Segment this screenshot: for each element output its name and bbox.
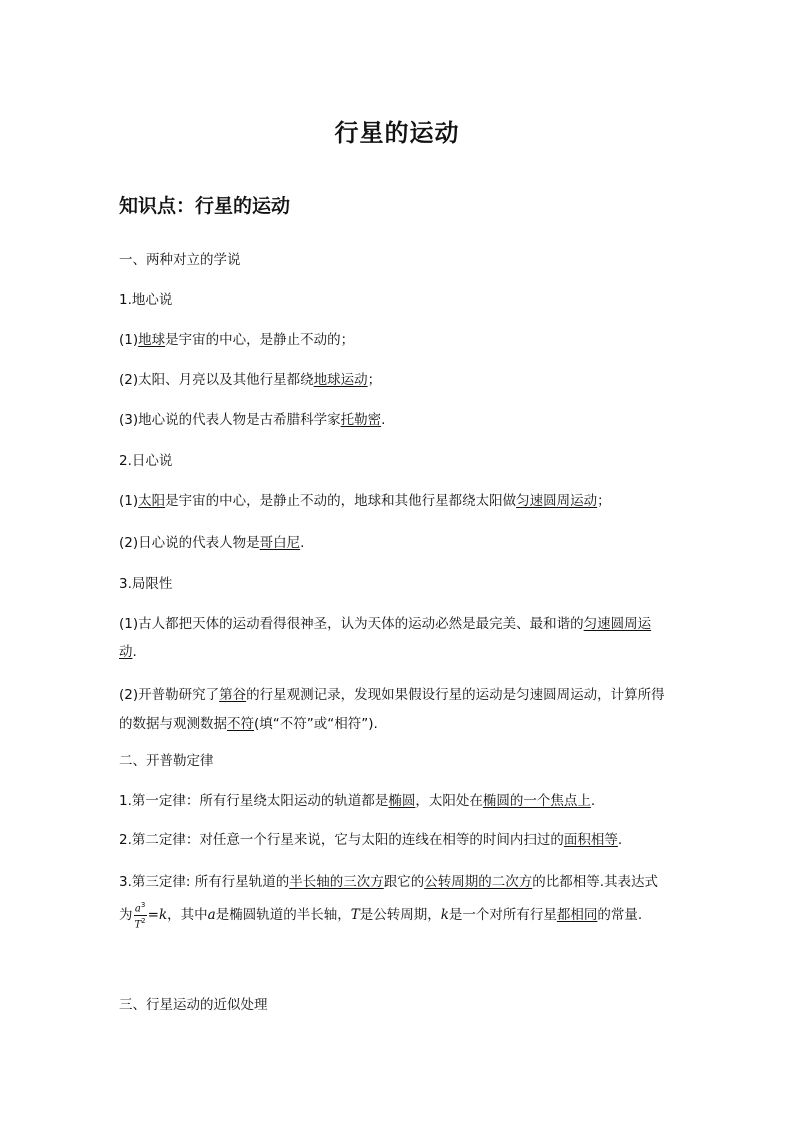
math-exp: 3	[140, 901, 146, 910]
blank-answer: 托勒密	[340, 412, 382, 428]
fraction-denominator	[134, 916, 147, 930]
text: (3)地心说的代表人物是古希腊科学家	[119, 412, 341, 428]
blank-answer: 椭圆	[388, 793, 416, 809]
heliocentric-heading: 2.日心说	[119, 453, 173, 469]
text: 3.第三定律: 所有行星轨道的	[119, 874, 290, 890]
text: .	[381, 412, 386, 428]
text: ，太阳处在	[415, 793, 483, 809]
math-exp: 2	[141, 916, 146, 925]
math-var: k	[440, 907, 449, 923]
kepler-law-2	[119, 830, 622, 850]
blank-answer: 地球	[138, 332, 166, 348]
geocentric-line-2	[119, 370, 381, 390]
text: ；	[597, 493, 611, 509]
text: .	[300, 535, 305, 551]
text: 是公转周期，	[359, 907, 441, 923]
blank-answer: 公转周期的二次方	[424, 874, 533, 890]
section-title: 知识点：行星的运动	[119, 195, 291, 217]
geocentric-line-3	[119, 410, 385, 430]
text: (1)古人都把天体的运动看得很神圣，认为天体的运动必然是最完美、最和谐的	[119, 616, 584, 632]
text: 是宇宙的中心，是静止不动的；	[165, 332, 355, 348]
text: (2)开普勒研究了	[119, 687, 220, 703]
blank-answer: 不符	[227, 716, 254, 732]
limitations-para-1-line-2	[119, 642, 137, 662]
text: (2)太阳、月亮以及其他行星都绕	[119, 372, 314, 388]
blank-answer: 第谷	[219, 687, 247, 703]
text: (1)	[119, 493, 139, 509]
text: 的行星观测记录，发现如果假设行星的运动是匀速圆周运动，计算所得的数据与观测数据	[119, 687, 665, 732]
text: (填“不符”或“相符”).	[254, 716, 378, 732]
part3-heading: 三、行星运动的近似处理	[119, 997, 268, 1013]
math-var: T	[134, 918, 142, 930]
text: 是宇宙的中心，是静止不动的，地球和其他行星都绕太阳做	[165, 493, 517, 509]
kepler-law-1	[119, 791, 595, 811]
part1-heading: 一、两种对立的学说	[119, 252, 241, 268]
heliocentric-line-1	[119, 491, 611, 511]
text: (1)	[119, 332, 139, 348]
geocentric-line-1	[119, 330, 354, 350]
fraction-numerator	[134, 900, 147, 915]
limitations-heading: 3.局限性	[119, 576, 173, 592]
text: 2.第二定律：对任意一个行星来说，它与太阳的连线在相等的时间内扫过的	[119, 832, 564, 848]
blank-answer: 太阳	[138, 493, 166, 509]
kepler-formula-fraction	[134, 900, 147, 930]
blank-answer: 地球运动	[313, 372, 368, 388]
text: .	[132, 644, 137, 660]
limitations-para-1-line-1	[119, 614, 651, 634]
math-var: a	[207, 907, 216, 923]
text: ；	[367, 372, 382, 388]
limitations-para-2	[119, 681, 675, 739]
text: .	[590, 793, 596, 809]
blank-answer: 都相同	[556, 907, 598, 923]
text: 是椭圆轨道的半长轴，	[215, 907, 351, 923]
text: 的常量.	[597, 907, 643, 923]
text: 为	[119, 907, 133, 923]
kepler-law-3-line-2	[119, 900, 642, 930]
document-title: 行星的运动	[334, 119, 460, 147]
math-var: T	[350, 907, 360, 923]
math-var: k	[158, 907, 168, 923]
kepler-law-3-line-1	[119, 872, 658, 892]
blank-answer: 面积相等	[563, 832, 618, 848]
blank-answer: 椭圆的一个焦点上	[482, 793, 591, 809]
blank-answer: 动	[119, 644, 133, 660]
text: .	[617, 832, 623, 848]
text: 的比都相等.其表达式	[532, 874, 659, 890]
text: 是一个对所有行星	[448, 907, 557, 923]
blank-answer: 半长轴的三次方	[289, 874, 384, 890]
math-var: a	[134, 903, 141, 915]
part2-heading: 二、开普勒定律	[119, 753, 214, 769]
text: 1.第一定律：所有行星绕太阳运动的轨道都是	[119, 793, 389, 809]
text: ，其中	[167, 907, 208, 923]
blank-answer: 匀速圆周运动	[516, 493, 598, 509]
text: 跟它的	[383, 874, 425, 890]
equals-sign: =	[147, 907, 159, 923]
blank-answer: 哥白尼	[259, 535, 301, 551]
geocentric-heading: 1.地心说	[119, 292, 173, 308]
heliocentric-line-2	[119, 533, 304, 553]
blank-answer: 匀速圆周运	[583, 616, 652, 632]
text: (2)日心说的代表人物是	[119, 535, 260, 551]
